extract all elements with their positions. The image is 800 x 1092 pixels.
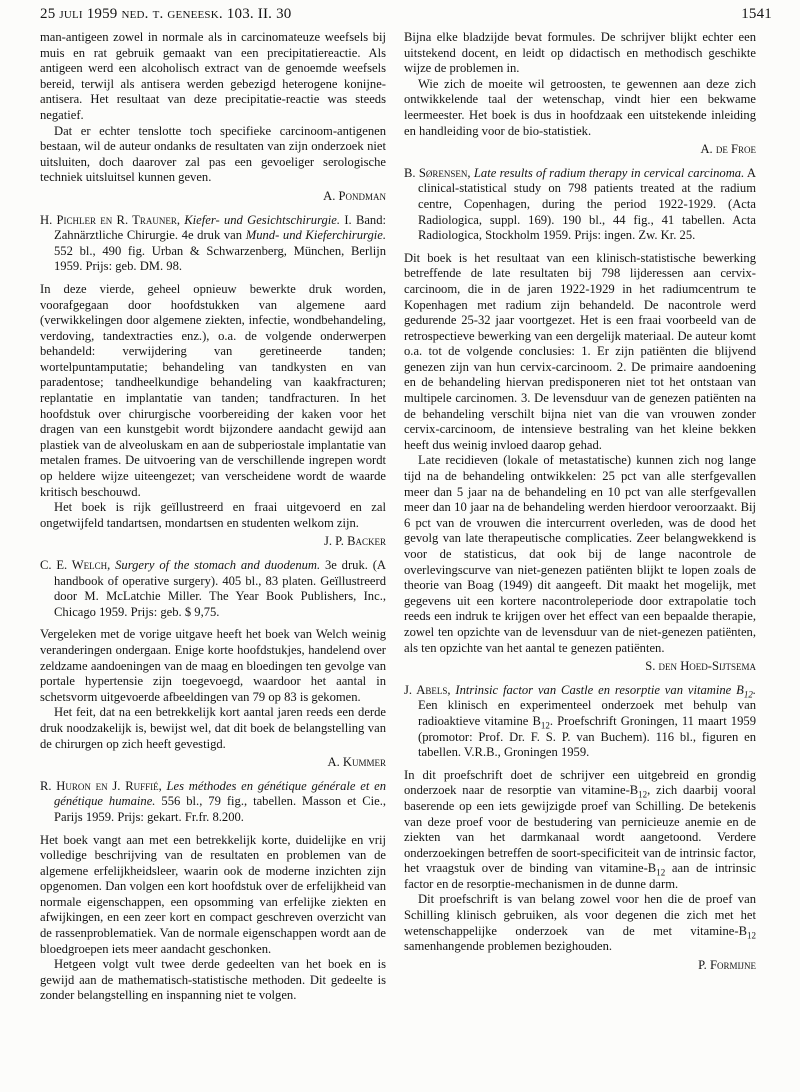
reviewer-signature: A. Kummer xyxy=(327,755,386,770)
running-header xyxy=(40,6,772,26)
paragraph: Wie zich de moeite wil getroosten, te gewennen aan deze zich ontwikkelende taal der wetenschap, vindt hier een bekwame leermeester. Het boek is dus in hoofdzaak een uitstekende inleiding en handleiding voor de bio-statistiek. xyxy=(404,76,756,138)
book-citation xyxy=(404,166,756,244)
citation-title: Surgery of the stomach and duodenum. xyxy=(115,558,321,572)
reviewer-signature: A. de Froe xyxy=(700,142,756,157)
citation-authors: C. E. Welch, xyxy=(40,558,111,572)
paragraph: Vergeleken met de vorige uitgave heeft het boek van Welch weinig veranderingen ondergaan. Enige korte hoofdstukjes, handelend over zeldzame aandoeningen van de maag en bloedingen ten gevolge van portale hypertensie zijn toegevoegd, waardoor het aantal in schetsvorm uitgevoerde afbeeldingen van 79 op 83 is gekomen. xyxy=(40,627,386,704)
paragraph: Het boek vangt aan met een betrekkelijk korte, duidelijke en vrij volledige beschrijving van de resultaten en problemen van de algemene erfelijkheidsleer, waarin ook de moderne inzichten zijn opgenomen. Dan volgen een kort hoofdstuk over de erfelijkheid van normale eigenschappen, een opsomming van erfelijke ziekten en afwijkingen, en een zeer kort en compact geschreven overzicht van de rassenproblematiek. Van de normale eigenschappen wordt aan de bloedgroepen iets meer aandacht geschonken. xyxy=(40,832,386,956)
citation-details: I. Band: Zahnärztliche Chirurgie. 4e druk van xyxy=(54,212,387,243)
paragraph: Het feit, dat na een betrekkelijk kort aantal jaren reeds een derde druk noodzakelijk is, bewijst wel, dat dit boek de belangstelling van de chirurgen op zich heeft gevestigd. xyxy=(40,705,386,751)
paragraph: In dit proefschrift doet de schrijver een uitgebreid en grondig onderzoek naar de resorptie van vitamine-$B_{12}$, zich daarbij vooral baserende op een iets gewijzigde proef van Schilling. De betekenis van deze proef voor de bestudering van pernicieuze anemie en de ziekten van het darmkanaal wordt aangetoond. Verdere onderzoekingen betreffen de soort-specificiteit van de intrinsic factor, het vraagstuk over de binding van vitamine-$B_{12}$ aan de intrinsic factor en de resorptie-mechanismen in de dunne darm. xyxy=(404,767,756,891)
left-column xyxy=(40,30,386,1004)
citation-details: A clinical-statistical study on 798 patients treated at the radium centre, Copenhagen, during the period 1922-1929. (Acta Radiologica, suppl. 169). 190 bl., 44 fig., 41 tabellen. Acta Radiologica, Stockholm 1959. Prijs: ingen. Zw. Kr. 25. xyxy=(418,165,757,243)
paragraph: Bijna elke bladzijde bevat formules. De schrijver blijkt echter een uitstekend docent, en leidt op didactisch en methodisch geschikte wijze de problemen in. xyxy=(404,30,756,76)
paragraph: Het boek is rijk geïllustreerd en fraai uitgevoerd en zal ongetwijfeld tandartsen, mondartsen en studenten welkom zijn. xyxy=(40,500,386,530)
citation-authors: H. Pichler en R. Trauner, xyxy=(40,212,180,227)
page-number: 1541 xyxy=(741,6,772,22)
book-citation xyxy=(40,558,386,620)
reviewer-signature: P. Formijne xyxy=(698,957,756,972)
citation-details: 556 bl., 79 fig., tabellen. Masson et Cie., Parijs 1959. Prijs: gekart. Fr.fr. 8.200. xyxy=(54,794,387,824)
book-citation xyxy=(404,683,756,761)
book-citation xyxy=(40,213,386,275)
citation-details: Een klinisch en experimenteel onderzoek met behulp van radioaktieve vitamine $B_{12}$. Proefschrift Groningen, 11 maart 1959 (promotor: Prof. Dr. F. S. P. van Buchem). 116 bl., figuren en tabellen. V.R.B., Groningen 1959. xyxy=(418,698,756,760)
citation-title: Intrinsic factor van Castle en resorptie van vitamine $B_{12}$. xyxy=(455,682,756,700)
paragraph: Hetgeen volgt vult twee derde gedeelten van het boek en is gewijd aan de mathematisch-statistische methoden. Dit gedeelte is zonder belangstelling en inspanning niet te volgen. xyxy=(40,957,386,1003)
reviewer-signature: S. den Hoed-Sijtsema xyxy=(645,659,756,674)
right-column xyxy=(404,30,756,979)
citation-title: Les méthodes en génétique générale et en génétique humaine. xyxy=(54,778,386,809)
citation-title: Late results of radium therapy in cervical carcinoma. xyxy=(473,165,745,180)
paragraph: Dit proefschrift is van belang zowel voor hen die de proef van Schilling klinisch gebruiken, als voor degenen die zich met het wetenschappelijke onderzoek van de met vitamine-$B_{12}$ samenhangende problemen bezighouden. xyxy=(404,892,756,954)
paragraph: Dit boek is het resultaat van een klinisch-statistische bewerking betreffende de late resultaten bij 798 lijderessen aan cervix-carcinoom, die in de jaren 1922-1929 in het radiumcentrum te Kopenhagen met radium zijn behandeld. De nacontrole werd gedurende 25-32 jaar voortgezet. Het is een fraai voorbeeld van de retrospectieve bewerking van een dergelijk materiaal. De auteur komt o.a. tot de volgende conclusies: 1. Er zijn patiënten die blijvend genezen zijn van hun cervix-carcinoom. 2. De primaire aandoening en de behandeling hiervan predisponeren niet tot het ontstaan van multipele carcinomen. 3. De levensduur van de genezen patiënten na de behandeling verschilt bijna niet van die van vrouwen zonder cervix-carcinoom, de intensieve bestraling van het kleine bekken heeft dus weinig invloed daarop gehad. xyxy=(404,250,756,452)
citation-authors: J. Abels, xyxy=(404,682,451,697)
journal-reference: 25 juli 1959 ned. t. geneesk. 103. II. 30 xyxy=(40,6,292,22)
paragraph: Late recidieven (lokale of metastatische) kunnen zich nog lange tijd na de behandeling ontwikkelen: 25 pct van alle sterfgevallen meer dan 5 jaar na de behandeling en 10 pct van alle sterfgevallen meer dan 10 jaar na de behandeling werden hierdoor veroorzaakt. Bij 6 pct van de vrouwen die intercurrent overleden, was de dood het gevolg van late therapeutische complicaties. Zeer belangwekkend is voor de statisticus, dat ook bij de lange nacontrole de overlevingscurve van niet-genezen patiënten blijkt te lopen zoals de theorie van Boag (1949) dit aangeeft. Dit maakt het mogelijk, met gegevens uit een kortere nacontroleperiode door extrapolatie toch reeds een indruk te krijgen over het effect van een bepaalde therapie, zowel ten opzichte van de levensduur van de niet-genezen patiënten, als ten opzichte van het aantal te genezen patiënten. xyxy=(404,453,756,655)
paragraph: man-antigeen zowel in normale als in carcinomateuze weefsels bij muis en rat gebruik gemaakt van een precipitatiereactie. Als antigeen werd een alcoholisch extract van de genoemde weefsels bereid, terwijl als antisera werden gebezigd heterogene konijne-antisera. Het resultaat van deze precipitatie-reactie was steeds negatief. xyxy=(40,30,386,122)
citation-title: Kiefer- und Gesichtschirurgie. xyxy=(184,212,341,227)
reviewer-signature: J. P. Backer xyxy=(323,534,386,549)
citation-details: 3e druk. (A handbook of operative surgery). 405 bl., 83 platen. Geïllustreerd door M. McLatchie Miller. The Year Book Publishers, Inc., Chicago 1959. Prijs: geb. $ 9,75. xyxy=(54,558,386,619)
citation-authors: B. Sørensen, xyxy=(404,165,471,180)
book-citation xyxy=(40,779,386,826)
citation-title: Mund- und Kieferchirurgie. xyxy=(245,228,386,243)
citation-authors: R. Huron en J. Ruffié, xyxy=(40,778,162,793)
citation-details: 552 bl., 490 fig. Urban & Schwarzenberg, München, Berlijn 1959. Prijs: geb. DM. 98. xyxy=(54,243,386,274)
paragraph: In deze vierde, geheel opnieuw bewerkte druk worden, voorafgegaan door hoofdstukken van algemene aard (verwikkelingen door algemene ziekten, infectie, wondbehandeling, verdoving, tandextracties enz.), o.a. de volgende onderwerpen behandeld: verwijdering van geretineerde tanden; wortelpuntamputatie; behandeling van tandkysten en van paradentose; tandheelkundige behandeling van kaakfracturen; replantatie en implantatie van tanden; tandfracturen. In het hoofdstuk over chirurgische voorbereiding der kaken voor het dragen van een kunstgebit wordt bijzondere aandacht gewijd aan plastiek van de alveoluskam en aan de subperiostale implantatie van metalen frames. De uitvoering van de verschillende ingrepen wordt op heldere wijze uiteengezet; van verscheidene wordt de waarde kritisch beschouwd. xyxy=(40,281,386,499)
paragraph: Dat er echter tenslotte toch specifieke carcinoom-antigenen bestaan, wil de auteur ondanks de resultaten van zijn onderzoek niet uitsluiten, doch daarover zal pas een gevoeliger serologische techniek uitsluitsel kunnen geven. xyxy=(40,123,386,185)
reviewer-signature: A. Pondman xyxy=(323,188,386,203)
